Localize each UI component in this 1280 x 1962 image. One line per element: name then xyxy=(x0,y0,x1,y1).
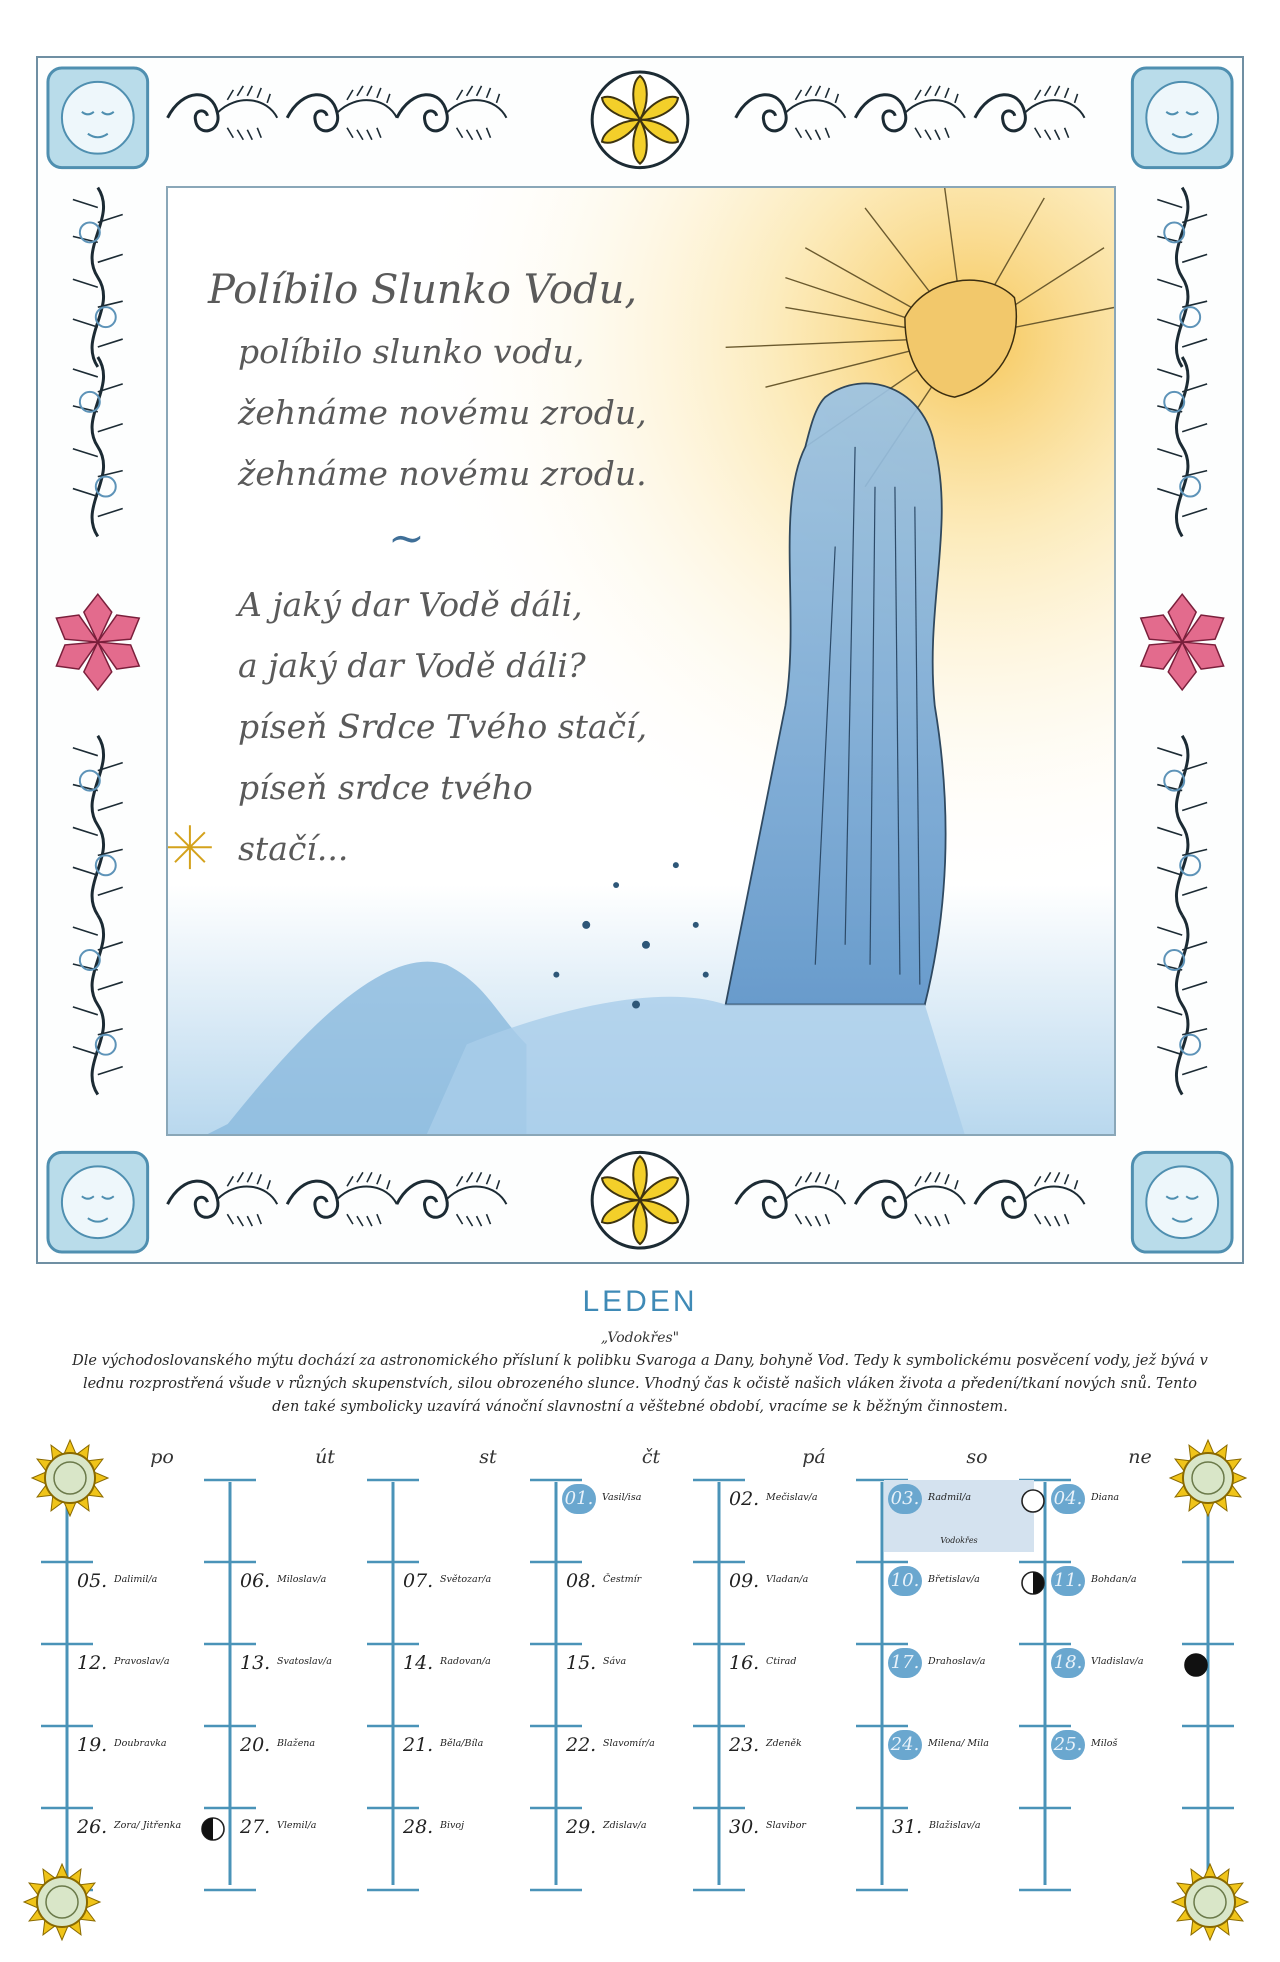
weekday-label: út xyxy=(315,1446,335,1468)
day-number: 16. xyxy=(729,1652,760,1674)
calendar-day[interactable] xyxy=(721,1726,871,1796)
poem-line: A jaký dar Vodě dáli, xyxy=(238,585,583,624)
day-number: 29. xyxy=(566,1816,597,1838)
day-number: 23. xyxy=(729,1734,760,1756)
name-day: Vlemil/a xyxy=(277,1820,317,1831)
weekday-label: st xyxy=(479,1446,497,1468)
month-title: LEDEN xyxy=(582,1285,698,1318)
day-number: 13. xyxy=(240,1652,271,1674)
name-day: Zdislav/a xyxy=(603,1820,647,1831)
day-number: 12. xyxy=(77,1652,108,1674)
moon-new-icon xyxy=(1183,1652,1209,1678)
calendar-day[interactable] xyxy=(884,1480,1034,1552)
day-number: 25. xyxy=(1051,1730,1085,1760)
day-number: 10. xyxy=(888,1566,922,1596)
name-day: Radovan/a xyxy=(440,1656,491,1667)
name-day: Vasil/isa xyxy=(602,1492,642,1503)
calendar-day[interactable] xyxy=(69,1726,219,1796)
day-number: 08. xyxy=(566,1570,597,1592)
calendar-day[interactable] xyxy=(232,1562,382,1632)
poem-line: žehnáme novému zrodu. xyxy=(238,454,647,493)
name-day: Zora/ Jitřenka xyxy=(114,1820,182,1831)
poem-line: Políbilo Slunko Vodu, xyxy=(208,267,638,313)
name-day: Miloslav/a xyxy=(277,1574,327,1585)
moon-last-quarter-icon xyxy=(1020,1570,1046,1596)
calendar-day[interactable] xyxy=(721,1480,871,1550)
calendar-day[interactable] xyxy=(558,1726,708,1796)
name-day: Blažislav/a xyxy=(929,1820,981,1831)
calendar-day[interactable] xyxy=(69,1808,219,1878)
name-day: Miloš xyxy=(1091,1738,1118,1749)
name-day: Bivoj xyxy=(440,1820,465,1831)
calendar-day[interactable] xyxy=(395,1562,545,1632)
day-number: 27. xyxy=(240,1816,271,1838)
day-number: 30. xyxy=(729,1816,760,1838)
calendar-day[interactable] xyxy=(884,1644,1034,1714)
calendar-day[interactable] xyxy=(884,1726,1034,1796)
day-number: 15. xyxy=(566,1652,597,1674)
day-number: 26. xyxy=(77,1816,108,1838)
month-subtitle: „Vodokřes" xyxy=(600,1330,680,1346)
poem-line: políbilo slunko vodu, xyxy=(238,332,585,371)
sun-ornament-icon xyxy=(32,1440,108,1516)
moon-first-quarter-icon xyxy=(200,1816,226,1842)
day-number: 02. xyxy=(729,1488,760,1510)
calendar-day[interactable] xyxy=(1047,1726,1197,1796)
day-number: 14. xyxy=(403,1652,434,1674)
calendar-day[interactable] xyxy=(721,1562,871,1632)
sun-ornament-icon xyxy=(1172,1864,1248,1940)
day-number: 04. xyxy=(1051,1484,1085,1514)
calendar-day[interactable] xyxy=(395,1808,545,1878)
calendar-day[interactable] xyxy=(395,1644,545,1714)
name-day: Čestmír xyxy=(603,1574,642,1585)
weekday-label: so xyxy=(966,1446,988,1468)
name-day: Slavomír/a xyxy=(603,1738,655,1749)
calendar-day[interactable] xyxy=(232,1808,382,1878)
weekday-label: po xyxy=(150,1446,174,1468)
day-event: Vodokřes xyxy=(940,1536,978,1545)
poem-line: žehnáme novému zrodu, xyxy=(238,393,647,432)
name-day: Pravoslav/a xyxy=(114,1656,170,1667)
day-number: 01. xyxy=(562,1484,596,1514)
moon-full-icon xyxy=(1020,1488,1046,1514)
name-day: Drahoslav/a xyxy=(928,1656,986,1667)
day-number: 20. xyxy=(240,1734,271,1756)
day-number: 18. xyxy=(1051,1648,1085,1678)
name-day: Bohdan/a xyxy=(1091,1574,1137,1585)
name-day: Světozar/a xyxy=(440,1574,492,1585)
poem-line: píseň srdce tvého xyxy=(238,768,533,807)
day-number: 31. xyxy=(892,1816,923,1838)
day-number: 09. xyxy=(729,1570,760,1592)
name-day: Ctirad xyxy=(766,1656,797,1667)
calendar-day[interactable] xyxy=(1047,1480,1197,1550)
name-day: Sáva xyxy=(603,1656,627,1667)
day-number: 07. xyxy=(403,1570,434,1592)
poem-line: stačí... xyxy=(238,829,349,868)
calendar-day[interactable] xyxy=(232,1644,382,1714)
name-day: Dalimil/a xyxy=(114,1574,158,1585)
day-number: 24. xyxy=(888,1730,922,1760)
day-number: 22. xyxy=(566,1734,597,1756)
day-number: 11. xyxy=(1051,1566,1085,1596)
name-day: Radmil/a xyxy=(928,1492,972,1503)
calendar-day[interactable] xyxy=(558,1562,708,1632)
name-day: Vladan/a xyxy=(766,1574,809,1585)
name-day: Blažena xyxy=(277,1738,316,1749)
calendar-day[interactable] xyxy=(395,1726,545,1796)
day-number: 05. xyxy=(77,1570,108,1592)
calendar-day[interactable] xyxy=(721,1644,871,1714)
calendar-day[interactable] xyxy=(558,1808,708,1878)
day-number: 21. xyxy=(403,1734,434,1756)
calendar-day[interactable] xyxy=(69,1644,219,1714)
day-number: 28. xyxy=(403,1816,434,1838)
day-number: 19. xyxy=(77,1734,108,1756)
poem-separator: ~ xyxy=(388,513,425,564)
calendar-day[interactable] xyxy=(884,1562,1034,1632)
day-number: 17. xyxy=(888,1648,922,1678)
name-day: Mečislav/a xyxy=(766,1492,818,1503)
weekday-label: čt xyxy=(641,1446,661,1468)
name-day: Běla/Bíla xyxy=(440,1738,484,1749)
calendar-day[interactable] xyxy=(884,1808,1034,1878)
calendar-day[interactable] xyxy=(232,1726,382,1796)
calendar-day[interactable] xyxy=(1047,1644,1197,1714)
weekday-label: ne xyxy=(1128,1446,1152,1468)
poem-line: a jaký dar Vodě dáli? xyxy=(238,646,586,685)
day-number: 03. xyxy=(888,1484,922,1514)
name-day: Břetislav/a xyxy=(928,1574,980,1585)
name-day: Zdeněk xyxy=(766,1738,802,1749)
calendar-day[interactable] xyxy=(1047,1562,1197,1632)
weekday-label: pá xyxy=(802,1446,826,1468)
month-description: Dle východoslovanského mýtu dochází za astronomického přísluní k polibku Svaroga a Dany, bohyně Vod. Tedy k symbolickému posvěcení vody, jež bývá v lednu rozprostřená všude v různých skupenstvích, silou obrozeného slunce. Vhodný čas k očistě našich vláken života a předení/tkaní nových snů. Tento den také symbolicky uzavírá vánoční slavnostní a věštebné období, vracíme se k běžným činnostem. xyxy=(72,1353,1208,1415)
day-number: 06. xyxy=(240,1570,271,1592)
name-day: Vladislav/a xyxy=(1091,1656,1144,1667)
name-day: Diana xyxy=(1091,1492,1120,1503)
calendar-day[interactable] xyxy=(721,1808,871,1878)
name-day: Milena/ Mila xyxy=(928,1738,989,1749)
calendar-day[interactable] xyxy=(69,1562,219,1632)
calendar-day[interactable] xyxy=(558,1644,708,1714)
name-day: Svatoslav/a xyxy=(277,1656,332,1667)
poem-line: píseň Srdce Tvého stačí, xyxy=(238,707,648,746)
name-day: Slavibor xyxy=(766,1820,806,1831)
calendar-day[interactable] xyxy=(558,1480,708,1550)
name-day: Doubravka xyxy=(114,1738,167,1749)
